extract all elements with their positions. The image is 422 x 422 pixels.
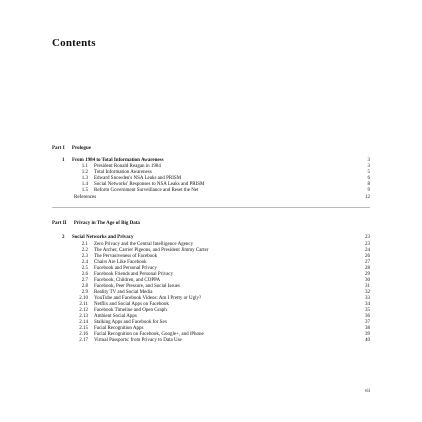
section-title: Total Information Awareness: [94, 170, 152, 175]
chapter-title: From 1984 to Total Information Awareness: [72, 158, 164, 163]
section-number: 2.4: [81, 260, 88, 265]
section-page: 9: [367, 188, 370, 193]
section-number: 2.1: [81, 242, 88, 247]
section-title: YouTube and Facebook Videos: Am I Pretty or Ugly?: [94, 296, 202, 301]
section-title: Virtual Passports: from Privacy to Data Use: [94, 338, 182, 343]
section-title: Social Networks' Responses to NSA Leaks and PRISM: [94, 182, 205, 187]
section-number: 2.16: [79, 332, 88, 337]
page-title: Contents: [52, 37, 96, 49]
section-number: 2.11: [79, 302, 88, 307]
part-label: Part I: [52, 146, 65, 151]
chapter-page: 3: [367, 158, 370, 163]
section-page: 30: [365, 278, 370, 283]
section-number: 1.2: [81, 170, 88, 175]
section-title: Netflix and Social Apps on Facebook: [94, 302, 169, 307]
section-page: 34: [365, 302, 370, 307]
section-page: 36: [365, 314, 370, 319]
section-number: 2.15: [79, 326, 88, 331]
section-number: 1.1: [81, 164, 88, 169]
section-number: 2.10: [79, 296, 88, 301]
section-title: Facebook, Peer Pressure, and Social Issues: [94, 284, 180, 289]
page-number: vii: [364, 389, 370, 394]
references-label: References: [74, 195, 97, 200]
section-title: Zero Privacy and the Central Intelligence Agency: [94, 242, 194, 247]
chapter-heading[interactable]: [62, 235, 370, 241]
section-page: 3: [367, 164, 370, 169]
section-title: Reform Government Surveillance and Reset the Net: [94, 188, 199, 193]
section-number: 2.13: [79, 314, 88, 319]
section-number: 2.12: [79, 308, 88, 313]
section-title: Ambient Social Apps: [94, 314, 137, 319]
section-title: Facial Recognition on Facebook, Google+, and iPhone: [94, 332, 204, 337]
section-page: 29: [365, 272, 370, 277]
section-page: 32: [365, 290, 370, 295]
section-title: Reality TV and Social Media: [94, 290, 153, 295]
section-page: 39: [365, 332, 370, 337]
section-page: 5: [367, 170, 370, 175]
section-number: 2.17: [79, 338, 88, 343]
section-page: 35: [365, 308, 370, 313]
section-page: 23: [365, 242, 370, 247]
section-page: 31: [365, 284, 370, 289]
section-title: Stalking Apps and Facebook for Sex: [94, 320, 168, 325]
section-title: The Archer, Carrier Pigeons, and President Jimmy Carter: [94, 248, 209, 253]
section-title: Facebook and Personal Privacy: [94, 266, 157, 271]
part-heading: [52, 221, 140, 226]
section-title: Facebook, Children, and COPPA: [94, 278, 161, 283]
toc-entry[interactable]: [74, 188, 370, 194]
section-number: 2.3: [81, 254, 88, 259]
section-number: 2.9: [81, 290, 88, 295]
section-number: 2.6: [81, 272, 88, 277]
section-title: Chairs Are Like Facebook: [94, 260, 147, 265]
section-title: Facebook Timeline and Open Graph: [94, 308, 167, 313]
section-number: 1.5: [81, 188, 88, 193]
chapter-number: 2: [62, 235, 65, 240]
section-title: Facial Recognition Apps: [94, 326, 144, 331]
references-entry[interactable]: [74, 195, 370, 201]
section-page: 40: [365, 338, 370, 343]
chapter-title: Social Networks and Privacy: [72, 235, 134, 240]
section-title: Edward Snowden's NSA Leaks and PRISM: [94, 176, 182, 181]
section-page: 37: [365, 320, 370, 325]
part-label: Part II: [52, 221, 67, 226]
section-page: 6: [367, 176, 370, 181]
section-page: 8: [367, 182, 370, 187]
section-number: 2.14: [79, 320, 88, 325]
section-page: 33: [365, 296, 370, 301]
section-number: 1.4: [81, 182, 88, 187]
section-number: 2.5: [81, 266, 88, 271]
section-title: The Pervasiveness of Facebook: [94, 254, 158, 259]
section-page: 38: [365, 326, 370, 331]
chapter-number: 1: [62, 158, 65, 163]
section-page: 28: [365, 266, 370, 271]
section-page: 24: [365, 248, 370, 253]
section-title: Facebook Friends and Personal Privacy: [94, 272, 174, 277]
toc-entry[interactable]: [74, 338, 370, 344]
section-title: President Ronald Reagan in 1984: [94, 164, 161, 169]
section-number: 2.7: [81, 278, 88, 283]
part-name: Privacy in The Age of Big Data: [73, 221, 140, 226]
section-number: 2.8: [81, 284, 88, 289]
references-page: 12: [365, 195, 370, 200]
part-heading: [52, 146, 91, 151]
section-page: 27: [365, 260, 370, 265]
divider: [52, 207, 370, 208]
section-number: 1.3: [81, 176, 88, 181]
section-page: 26: [365, 254, 370, 259]
chapter-page: 23: [365, 235, 370, 240]
part-name: Prologue: [71, 146, 91, 151]
section-number: 2.2: [81, 248, 88, 253]
